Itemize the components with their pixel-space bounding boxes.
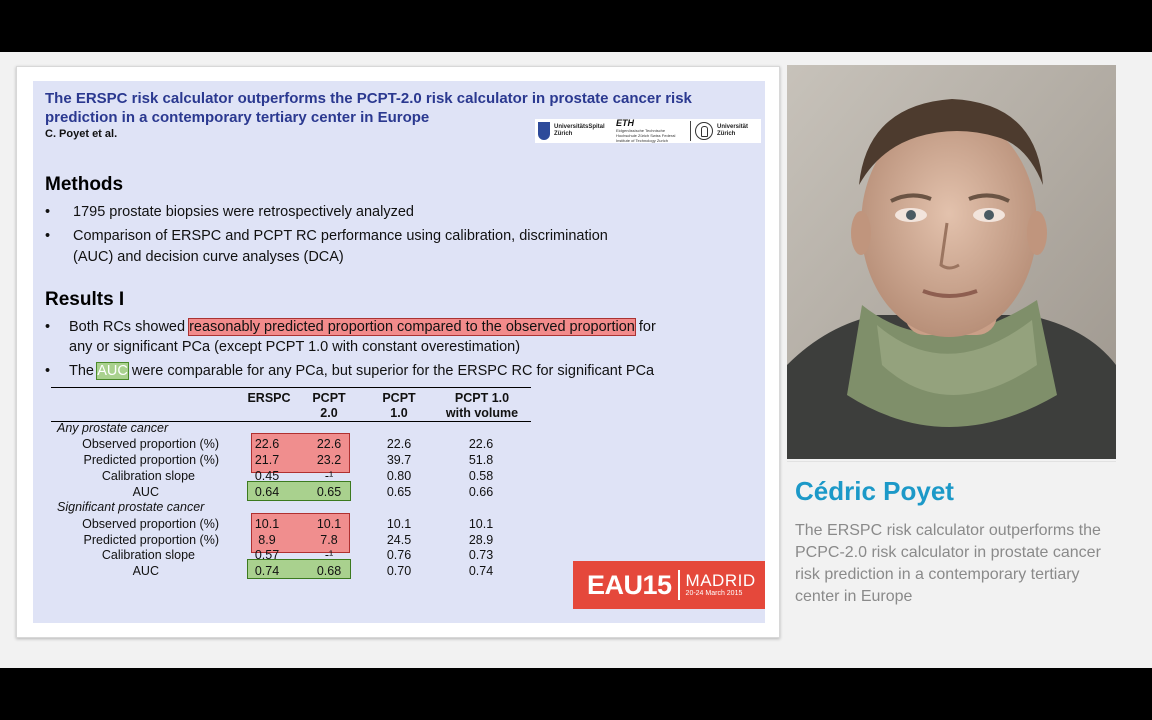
methods-heading: Methods	[45, 174, 124, 195]
bullet-dot: •	[45, 363, 51, 379]
cell-pcpt20: 0.65	[316, 485, 342, 499]
uzh-seal-icon	[695, 122, 713, 140]
institution-logos	[535, 119, 761, 143]
slide-author: C. Poyet et al.	[45, 128, 118, 140]
usz-shield-icon	[538, 122, 550, 140]
row-label: Predicted proportion (%)	[83, 453, 219, 467]
cell-pcpt10: 10.1	[386, 517, 412, 531]
row-label: AUC	[132, 564, 159, 578]
eau-logo-separator	[678, 570, 680, 600]
col-header-pcpt10	[371, 391, 427, 421]
row-label: Calibration slope	[101, 469, 195, 483]
slide-frame	[16, 66, 780, 638]
table-row	[51, 548, 531, 564]
eau-logo-city: MADRID	[685, 571, 756, 590]
cell-pcpt10-volume: 28.9	[468, 533, 494, 547]
cell-pcpt10: 22.6	[386, 437, 412, 451]
speaker-photo	[787, 65, 1116, 459]
results-bullet-2-post: were comparable for any PCa, but superior for the ERSPC RC for significant PCa	[131, 363, 655, 379]
results-table	[51, 387, 531, 583]
results-bullet-1-text-cont: any or significant PCa (except PCPT 1.0 with constant overestimation)	[69, 339, 521, 355]
speaker-divider	[787, 461, 1116, 462]
table-row	[51, 437, 531, 453]
speaker-portrait-image	[787, 65, 1116, 459]
col-header-pcpt10-line1: PCPT	[382, 391, 416, 405]
highlight-predicted-proportion: reasonably predicted proportion compared to the observed proportion	[189, 319, 635, 335]
table-row	[51, 533, 531, 549]
eau15-madrid-logo	[573, 561, 765, 609]
cell-pcpt10: 0.80	[386, 469, 412, 483]
cell-pcpt10: 39.7	[386, 453, 412, 467]
bullet-dot: •	[45, 228, 51, 244]
eau-logo-main: EAU15	[587, 569, 672, 600]
results-bullet-1-text	[69, 317, 656, 337]
table-row	[51, 485, 531, 501]
section-significant-prostate-cancer: Significant prostate cancer	[57, 500, 205, 514]
results-bullet-2-text	[69, 361, 654, 381]
row-label: Observed proportion (%)	[82, 517, 219, 531]
cell-pcpt10-volume: 0.66	[468, 485, 494, 499]
cell-pcpt10-volume: 0.74	[468, 564, 494, 578]
cell-pcpt20: 22.6	[316, 437, 342, 451]
results-bullet-1-pre: Both RCs showed	[69, 319, 186, 335]
usz-logo-text: UniversitätsSpital Zürich	[554, 124, 605, 137]
row-label: AUC	[132, 485, 159, 499]
col-header-pcpt10-volume-line2: with volume	[445, 406, 519, 420]
bullet-dot: •	[45, 204, 51, 220]
table-row	[51, 517, 531, 533]
cell-erspc: 0.57	[254, 548, 280, 562]
cell-pcpt10-volume: 0.73	[468, 548, 494, 562]
bullet-dot: •	[45, 319, 51, 335]
speaker-name: Cédric Poyet	[795, 476, 954, 506]
col-header-pcpt10-volume-line1: PCPT 1.0	[454, 391, 510, 405]
cell-pcpt20: 10.1	[316, 517, 342, 531]
cell-pcpt10: 0.70	[386, 564, 412, 578]
cell-pcpt20: 0.68	[316, 564, 342, 578]
cell-pcpt20: 7.8	[320, 533, 338, 547]
cell-pcpt10: 0.65	[386, 485, 412, 499]
cell-erspc: 21.7	[254, 453, 280, 467]
row-label: Calibration slope	[101, 548, 195, 562]
cell-erspc: 0.64	[254, 485, 280, 499]
speaker-description: The ERSPC risk calculator outperforms the PCPC-2.0 risk calculator in prostate cancer risk prediction in a contemporary tertiary center in Europe	[795, 522, 1101, 605]
eth-logo	[616, 119, 686, 143]
col-header-erspc: ERSPC	[247, 391, 291, 405]
cell-pcpt10-volume: 51.8	[468, 453, 494, 467]
section-any-prostate-cancer: Any prostate cancer	[57, 421, 169, 435]
cell-pcpt20: 23.2	[316, 453, 342, 467]
table-row	[51, 469, 531, 485]
cell-pcpt20: -¹	[324, 548, 334, 562]
col-header-pcpt20-line1: PCPT	[312, 391, 346, 405]
col-header-pcpt20	[303, 391, 355, 421]
row-label: Observed proportion (%)	[82, 437, 219, 451]
cell-pcpt10: 24.5	[386, 533, 412, 547]
results-bullet-2-pre: The	[69, 363, 94, 379]
methods-bullet-2-text-cont: (AUC) and decision curve analyses (DCA)	[73, 249, 344, 265]
row-label: Predicted proportion (%)	[83, 533, 219, 547]
cell-pcpt10-volume: 22.6	[468, 437, 494, 451]
logo-divider	[690, 121, 691, 141]
results-bullet-1-post: for	[638, 319, 656, 335]
methods-bullet-1-text: 1795 prostate biopsies were retrospectively analyzed	[73, 204, 414, 220]
col-header-pcpt20-line2: 2.0	[320, 406, 338, 420]
cell-erspc: 0.74	[254, 564, 280, 578]
slide-title: The ERSPC risk calculator outperforms the PCPT-2.0 risk calculator in prostate cancer risk prediction in a contemporary tertiary center in Europe	[45, 90, 692, 126]
cell-pcpt10-volume: 0.58	[468, 469, 494, 483]
video-stage	[0, 52, 1152, 668]
results-heading: Results I	[45, 289, 125, 310]
eau-logo-location	[686, 572, 756, 598]
cell-erspc: 22.6	[254, 437, 280, 451]
eau-logo-date: 20-24 March 2015	[685, 590, 743, 597]
eth-logo-subtext: Eidgenössische Technische Hochschule Zürich Swiss Federal Institute of Technology Zurich	[616, 128, 676, 143]
methods-bullet-2-text: Comparison of ERSPC and PCPT RC performance using calibration, discrimination	[73, 228, 608, 244]
cell-erspc: 0.45	[254, 469, 280, 483]
cell-pcpt10-volume: 10.1	[468, 517, 494, 531]
col-header-pcpt10-volume	[439, 391, 525, 421]
uzh-logo-text: Universität Zürich	[717, 124, 749, 137]
slide	[33, 81, 765, 623]
table-top-rule	[51, 387, 531, 388]
cell-pcpt10: 0.76	[386, 548, 412, 562]
eth-logo-text: ETH	[616, 118, 634, 128]
col-header-pcpt10-line2: 1.0	[390, 406, 408, 420]
cell-erspc: 8.9	[258, 533, 276, 547]
table-row	[51, 453, 531, 469]
cell-pcpt20: -¹	[324, 469, 334, 483]
table-row	[51, 564, 531, 580]
cell-erspc: 10.1	[254, 517, 280, 531]
highlight-auc: AUC	[97, 363, 128, 379]
